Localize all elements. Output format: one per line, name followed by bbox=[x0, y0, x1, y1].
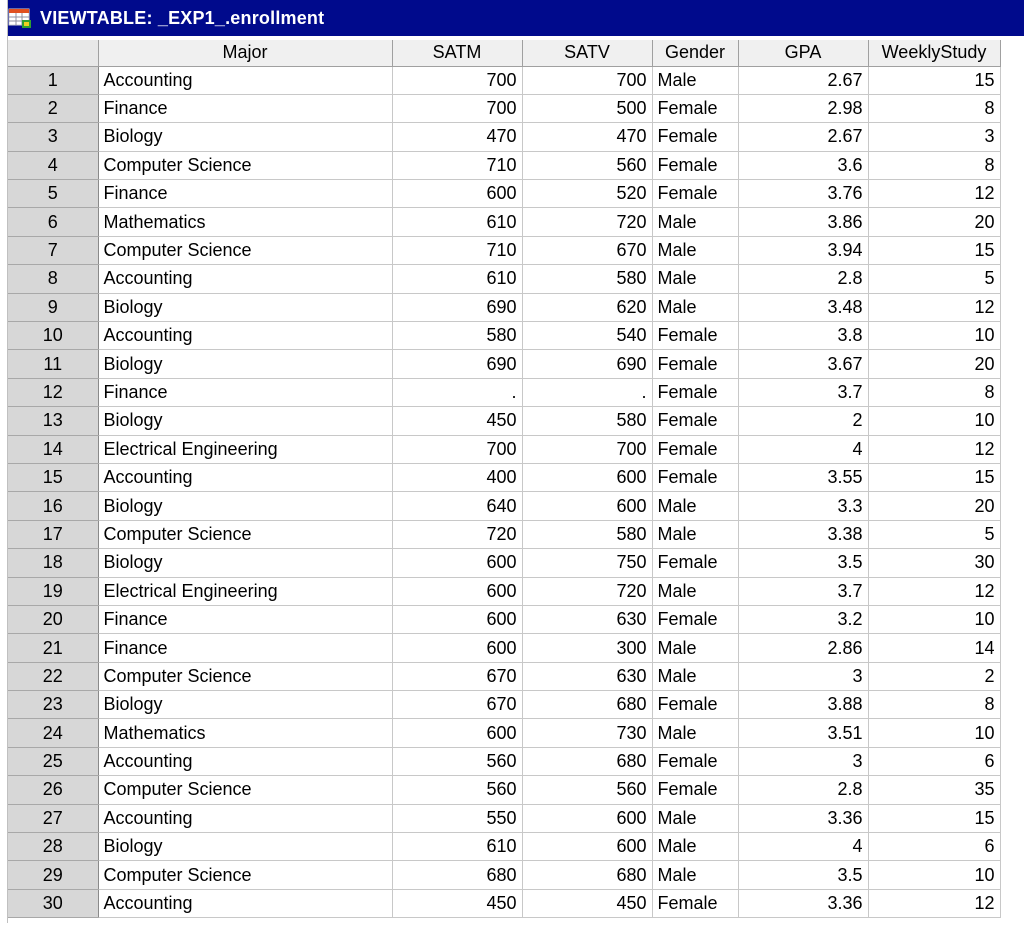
cell-gpa[interactable]: 4 bbox=[738, 833, 868, 861]
cell-major[interactable]: Biology bbox=[98, 350, 392, 378]
cell-major[interactable]: Electrical Engineering bbox=[98, 577, 392, 605]
cell-gpa[interactable]: 3.2 bbox=[738, 605, 868, 633]
cell-major[interactable]: Accounting bbox=[98, 747, 392, 775]
cell-gender[interactable]: Male bbox=[652, 719, 738, 747]
cell-weeklystudy[interactable]: 6 bbox=[868, 747, 1000, 775]
cell-satm[interactable]: 580 bbox=[392, 322, 522, 350]
row-number[interactable]: 10 bbox=[8, 322, 98, 350]
cell-satm[interactable]: 720 bbox=[392, 520, 522, 548]
cell-satv[interactable]: 600 bbox=[522, 804, 652, 832]
cell-satm[interactable]: 690 bbox=[392, 350, 522, 378]
cell-satm[interactable]: 600 bbox=[392, 549, 522, 577]
table-row[interactable] bbox=[8, 605, 1000, 633]
cell-gender[interactable]: Male bbox=[652, 236, 738, 264]
cell-gpa[interactable]: 2.8 bbox=[738, 265, 868, 293]
row-number[interactable]: 17 bbox=[8, 520, 98, 548]
cell-satm[interactable]: 600 bbox=[392, 180, 522, 208]
cell-satv[interactable]: 670 bbox=[522, 236, 652, 264]
cell-satm[interactable]: 700 bbox=[392, 435, 522, 463]
column-header-gpa[interactable]: GPA bbox=[738, 40, 868, 66]
cell-major[interactable]: Computer Science bbox=[98, 236, 392, 264]
cell-gpa[interactable]: 3.88 bbox=[738, 691, 868, 719]
cell-major[interactable]: Biology bbox=[98, 293, 392, 321]
cell-major[interactable]: Accounting bbox=[98, 463, 392, 491]
table-row[interactable] bbox=[8, 889, 1000, 917]
cell-major[interactable]: Mathematics bbox=[98, 719, 392, 747]
table-row[interactable] bbox=[8, 350, 1000, 378]
column-header-satm[interactable]: SATM bbox=[392, 40, 522, 66]
cell-major[interactable]: Biology bbox=[98, 407, 392, 435]
cell-satm[interactable]: 560 bbox=[392, 776, 522, 804]
cell-gpa[interactable]: 3 bbox=[738, 662, 868, 690]
cell-major[interactable]: Computer Science bbox=[98, 776, 392, 804]
cell-gpa[interactable]: 2 bbox=[738, 407, 868, 435]
table-row[interactable] bbox=[8, 94, 1000, 122]
cell-satv[interactable]: 720 bbox=[522, 208, 652, 236]
cell-satm[interactable]: 610 bbox=[392, 265, 522, 293]
cell-satv[interactable]: 700 bbox=[522, 435, 652, 463]
cell-satv[interactable]: 580 bbox=[522, 520, 652, 548]
cell-gender[interactable]: Male bbox=[652, 804, 738, 832]
cell-satv[interactable]: 600 bbox=[522, 492, 652, 520]
cell-satm[interactable]: 680 bbox=[392, 861, 522, 889]
row-number[interactable]: 11 bbox=[8, 350, 98, 378]
column-header-satv[interactable]: SATV bbox=[522, 40, 652, 66]
cell-gpa[interactable]: 3.94 bbox=[738, 236, 868, 264]
cell-gpa[interactable]: 3.5 bbox=[738, 549, 868, 577]
cell-gender[interactable]: Female bbox=[652, 691, 738, 719]
cell-gpa[interactable]: 3.3 bbox=[738, 492, 868, 520]
cell-satv[interactable]: 720 bbox=[522, 577, 652, 605]
cell-gpa[interactable]: 3.86 bbox=[738, 208, 868, 236]
cell-satv[interactable]: 730 bbox=[522, 719, 652, 747]
cell-major[interactable]: Finance bbox=[98, 180, 392, 208]
cell-weeklystudy[interactable]: 8 bbox=[868, 94, 1000, 122]
row-number[interactable]: 4 bbox=[8, 151, 98, 179]
cell-satv[interactable]: 470 bbox=[522, 123, 652, 151]
cell-gender[interactable]: Male bbox=[652, 634, 738, 662]
data-grid-area bbox=[8, 40, 1024, 935]
cell-satv[interactable]: 300 bbox=[522, 634, 652, 662]
grid-left-border bbox=[0, 0, 8, 935]
cell-gpa[interactable]: 4 bbox=[738, 435, 868, 463]
cell-gpa[interactable]: 2.67 bbox=[738, 123, 868, 151]
header-row bbox=[8, 40, 1000, 66]
table-row[interactable] bbox=[8, 293, 1000, 321]
cell-major[interactable]: Computer Science bbox=[98, 520, 392, 548]
cell-weeklystudy[interactable]: 5 bbox=[868, 265, 1000, 293]
cell-weeklystudy[interactable]: 8 bbox=[868, 691, 1000, 719]
cell-gender[interactable]: Male bbox=[652, 833, 738, 861]
cell-gender[interactable]: Female bbox=[652, 350, 738, 378]
row-number[interactable]: 27 bbox=[8, 804, 98, 832]
cell-weeklystudy[interactable]: 14 bbox=[868, 634, 1000, 662]
row-number[interactable]: 9 bbox=[8, 293, 98, 321]
cell-major[interactable]: Accounting bbox=[98, 889, 392, 917]
table-row[interactable] bbox=[8, 66, 1000, 94]
table-row[interactable] bbox=[8, 407, 1000, 435]
cell-satm[interactable]: 560 bbox=[392, 747, 522, 775]
cell-satm[interactable]: 610 bbox=[392, 833, 522, 861]
cell-satm[interactable]: 600 bbox=[392, 719, 522, 747]
row-number[interactable]: 3 bbox=[8, 123, 98, 151]
cell-gender[interactable]: Male bbox=[652, 577, 738, 605]
cell-gender[interactable]: Male bbox=[652, 662, 738, 690]
table-row[interactable] bbox=[8, 549, 1000, 577]
cell-gender[interactable]: Female bbox=[652, 776, 738, 804]
row-number[interactable]: 25 bbox=[8, 747, 98, 775]
cell-satv[interactable]: 680 bbox=[522, 861, 652, 889]
row-number[interactable]: 26 bbox=[8, 776, 98, 804]
table-row[interactable] bbox=[8, 322, 1000, 350]
cell-weeklystudy[interactable]: 8 bbox=[868, 378, 1000, 406]
cell-satm[interactable]: 710 bbox=[392, 236, 522, 264]
cell-gender[interactable]: Female bbox=[652, 463, 738, 491]
row-number[interactable]: 7 bbox=[8, 236, 98, 264]
table-row[interactable] bbox=[8, 634, 1000, 662]
cell-gender[interactable]: Female bbox=[652, 549, 738, 577]
cell-gender[interactable]: Female bbox=[652, 180, 738, 208]
cell-gpa[interactable]: 3.36 bbox=[738, 889, 868, 917]
table-body bbox=[8, 66, 1000, 918]
cell-satm[interactable]: . bbox=[392, 378, 522, 406]
table-row[interactable] bbox=[8, 435, 1000, 463]
table-row[interactable] bbox=[8, 719, 1000, 747]
table-row[interactable] bbox=[8, 833, 1000, 861]
cell-gpa[interactable]: 3.48 bbox=[738, 293, 868, 321]
corner-cell[interactable] bbox=[8, 40, 98, 66]
row-number[interactable]: 5 bbox=[8, 180, 98, 208]
table-row[interactable] bbox=[8, 861, 1000, 889]
cell-major[interactable]: Finance bbox=[98, 634, 392, 662]
table-row[interactable] bbox=[8, 691, 1000, 719]
cell-major[interactable]: Finance bbox=[98, 378, 392, 406]
cell-major[interactable]: Finance bbox=[98, 94, 392, 122]
cell-gender[interactable]: Female bbox=[652, 322, 738, 350]
cell-weeklystudy[interactable]: 20 bbox=[868, 208, 1000, 236]
cell-gpa[interactable]: 3.7 bbox=[738, 577, 868, 605]
cell-satm[interactable]: 600 bbox=[392, 634, 522, 662]
row-number[interactable]: 13 bbox=[8, 407, 98, 435]
cell-gender[interactable]: Female bbox=[652, 605, 738, 633]
cell-satv[interactable]: 450 bbox=[522, 889, 652, 917]
cell-satv[interactable]: 680 bbox=[522, 747, 652, 775]
cell-satm[interactable]: 610 bbox=[392, 208, 522, 236]
cell-gpa[interactable]: 3.76 bbox=[738, 180, 868, 208]
row-number[interactable]: 30 bbox=[8, 889, 98, 917]
cell-major[interactable]: Biology bbox=[98, 833, 392, 861]
row-number[interactable]: 23 bbox=[8, 691, 98, 719]
cell-gender[interactable]: Male bbox=[652, 66, 738, 94]
row-number[interactable]: 15 bbox=[8, 463, 98, 491]
cell-major[interactable]: Mathematics bbox=[98, 208, 392, 236]
table-row[interactable] bbox=[8, 378, 1000, 406]
cell-satv[interactable]: 560 bbox=[522, 776, 652, 804]
cell-satv[interactable]: 700 bbox=[522, 66, 652, 94]
cell-satm[interactable]: 400 bbox=[392, 463, 522, 491]
cell-weeklystudy[interactable]: 5 bbox=[868, 520, 1000, 548]
cell-gpa[interactable]: 2.86 bbox=[738, 634, 868, 662]
table-row[interactable] bbox=[8, 577, 1000, 605]
cell-major[interactable]: Biology bbox=[98, 123, 392, 151]
row-number[interactable]: 8 bbox=[8, 265, 98, 293]
cell-weeklystudy[interactable]: 10 bbox=[868, 322, 1000, 350]
title-bar[interactable] bbox=[0, 0, 1024, 36]
cell-satm[interactable]: 450 bbox=[392, 889, 522, 917]
row-number[interactable]: 12 bbox=[8, 378, 98, 406]
cell-satm[interactable]: 670 bbox=[392, 662, 522, 690]
cell-weeklystudy[interactable]: 12 bbox=[868, 293, 1000, 321]
cell-satv[interactable]: 630 bbox=[522, 605, 652, 633]
cell-satm[interactable]: 470 bbox=[392, 123, 522, 151]
cell-weeklystudy[interactable]: 15 bbox=[868, 66, 1000, 94]
cell-major[interactable]: Accounting bbox=[98, 66, 392, 94]
cell-satm[interactable]: 640 bbox=[392, 492, 522, 520]
row-number[interactable]: 24 bbox=[8, 719, 98, 747]
table-row[interactable] bbox=[8, 776, 1000, 804]
cell-satv[interactable]: 600 bbox=[522, 833, 652, 861]
table-row[interactable] bbox=[8, 463, 1000, 491]
cell-satm[interactable]: 700 bbox=[392, 94, 522, 122]
table-row[interactable] bbox=[8, 123, 1000, 151]
cell-satm[interactable]: 600 bbox=[392, 605, 522, 633]
cell-weeklystudy[interactable]: 35 bbox=[868, 776, 1000, 804]
cell-gender[interactable]: Male bbox=[652, 492, 738, 520]
row-number[interactable]: 20 bbox=[8, 605, 98, 633]
data-table bbox=[8, 40, 1001, 918]
cell-weeklystudy[interactable]: 15 bbox=[868, 236, 1000, 264]
table-row[interactable] bbox=[8, 236, 1000, 264]
cell-satv[interactable]: 520 bbox=[522, 180, 652, 208]
cell-gender[interactable]: Male bbox=[652, 293, 738, 321]
cell-satm[interactable]: 670 bbox=[392, 691, 522, 719]
cell-weeklystudy[interactable]: 30 bbox=[868, 549, 1000, 577]
cell-satv[interactable]: 630 bbox=[522, 662, 652, 690]
cell-satv[interactable]: 500 bbox=[522, 94, 652, 122]
window-title: VIEWTABLE: _EXP1_.enrollment bbox=[40, 7, 325, 28]
row-number[interactable]: 29 bbox=[8, 861, 98, 889]
column-header-major[interactable]: Major bbox=[98, 40, 392, 66]
row-number[interactable]: 6 bbox=[8, 208, 98, 236]
cell-satm[interactable]: 450 bbox=[392, 407, 522, 435]
cell-gpa[interactable]: 3.7 bbox=[738, 378, 868, 406]
cell-major[interactable]: Computer Science bbox=[98, 151, 392, 179]
table-row[interactable] bbox=[8, 662, 1000, 690]
cell-weeklystudy[interactable]: 20 bbox=[868, 492, 1000, 520]
row-number[interactable]: 19 bbox=[8, 577, 98, 605]
cell-satm[interactable]: 710 bbox=[392, 151, 522, 179]
cell-gender[interactable]: Female bbox=[652, 407, 738, 435]
cell-major[interactable]: Accounting bbox=[98, 322, 392, 350]
cell-gpa[interactable]: 3.8 bbox=[738, 322, 868, 350]
table-row[interactable] bbox=[8, 151, 1000, 179]
row-number[interactable]: 1 bbox=[8, 66, 98, 94]
cell-weeklystudy[interactable]: 20 bbox=[868, 350, 1000, 378]
cell-gender[interactable]: Male bbox=[652, 861, 738, 889]
cell-weeklystudy[interactable]: 15 bbox=[868, 804, 1000, 832]
cell-weeklystudy[interactable]: 2 bbox=[868, 662, 1000, 690]
cell-gender[interactable]: Female bbox=[652, 123, 738, 151]
cell-gpa[interactable]: 3.36 bbox=[738, 804, 868, 832]
cell-major[interactable]: Electrical Engineering bbox=[98, 435, 392, 463]
table-row[interactable] bbox=[8, 265, 1000, 293]
cell-gpa[interactable]: 3.51 bbox=[738, 719, 868, 747]
cell-major[interactable]: Biology bbox=[98, 549, 392, 577]
column-header-weeklystudy[interactable]: WeeklyStudy bbox=[868, 40, 1000, 66]
table-row[interactable] bbox=[8, 208, 1000, 236]
cell-gpa[interactable]: 2.67 bbox=[738, 66, 868, 94]
cell-gender[interactable]: Male bbox=[652, 265, 738, 293]
cell-weeklystudy[interactable]: 10 bbox=[868, 407, 1000, 435]
row-number[interactable]: 22 bbox=[8, 662, 98, 690]
cell-gpa[interactable]: 3 bbox=[738, 747, 868, 775]
cell-major[interactable]: Biology bbox=[98, 691, 392, 719]
cell-gpa[interactable]: 2.8 bbox=[738, 776, 868, 804]
cell-weeklystudy[interactable]: 10 bbox=[868, 861, 1000, 889]
cell-weeklystudy[interactable]: 12 bbox=[868, 435, 1000, 463]
row-number[interactable]: 21 bbox=[8, 634, 98, 662]
cell-gender[interactable]: Female bbox=[652, 94, 738, 122]
cell-weeklystudy[interactable]: 10 bbox=[868, 719, 1000, 747]
cell-satm[interactable]: 690 bbox=[392, 293, 522, 321]
cell-weeklystudy[interactable]: 12 bbox=[868, 180, 1000, 208]
cell-satv[interactable]: 750 bbox=[522, 549, 652, 577]
cell-satm[interactable]: 600 bbox=[392, 577, 522, 605]
cell-weeklystudy[interactable]: 8 bbox=[868, 151, 1000, 179]
row-number[interactable]: 28 bbox=[8, 833, 98, 861]
cell-gpa[interactable]: 3.5 bbox=[738, 861, 868, 889]
cell-satv[interactable]: . bbox=[522, 378, 652, 406]
row-number[interactable]: 18 bbox=[8, 549, 98, 577]
cell-gender[interactable]: Female bbox=[652, 435, 738, 463]
cell-gender[interactable]: Female bbox=[652, 747, 738, 775]
cell-satv[interactable]: 690 bbox=[522, 350, 652, 378]
cell-satm[interactable]: 550 bbox=[392, 804, 522, 832]
cell-weeklystudy[interactable]: 12 bbox=[868, 889, 1000, 917]
cell-weeklystudy[interactable]: 12 bbox=[868, 577, 1000, 605]
cell-gpa[interactable]: 3.6 bbox=[738, 151, 868, 179]
cell-major[interactable]: Accounting bbox=[98, 804, 392, 832]
cell-gpa[interactable]: 3.38 bbox=[738, 520, 868, 548]
cell-gpa[interactable]: 3.67 bbox=[738, 350, 868, 378]
cell-gender[interactable]: Female bbox=[652, 378, 738, 406]
cell-major[interactable]: Biology bbox=[98, 492, 392, 520]
cell-weeklystudy[interactable]: 3 bbox=[868, 123, 1000, 151]
cell-satv[interactable]: 600 bbox=[522, 463, 652, 491]
cell-satv[interactable]: 540 bbox=[522, 322, 652, 350]
table-row[interactable] bbox=[8, 180, 1000, 208]
row-number[interactable]: 2 bbox=[8, 94, 98, 122]
cell-satv[interactable]: 680 bbox=[522, 691, 652, 719]
row-number[interactable]: 14 bbox=[8, 435, 98, 463]
cell-major[interactable]: Computer Science bbox=[98, 662, 392, 690]
cell-satv[interactable]: 620 bbox=[522, 293, 652, 321]
cell-weeklystudy[interactable]: 10 bbox=[868, 605, 1000, 633]
table-row[interactable] bbox=[8, 747, 1000, 775]
table-row[interactable] bbox=[8, 520, 1000, 548]
cell-weeklystudy[interactable]: 6 bbox=[868, 833, 1000, 861]
cell-gpa[interactable]: 2.98 bbox=[738, 94, 868, 122]
viewtable-icon[interactable] bbox=[6, 5, 34, 31]
table-row[interactable] bbox=[8, 804, 1000, 832]
cell-major[interactable]: Finance bbox=[98, 605, 392, 633]
bottom-edge bbox=[0, 923, 1024, 935]
cell-major[interactable]: Accounting bbox=[98, 265, 392, 293]
table-row[interactable] bbox=[8, 492, 1000, 520]
cell-gender[interactable]: Female bbox=[652, 889, 738, 917]
cell-satv[interactable]: 580 bbox=[522, 265, 652, 293]
cell-satv[interactable]: 580 bbox=[522, 407, 652, 435]
cell-gender[interactable]: Male bbox=[652, 520, 738, 548]
cell-weeklystudy[interactable]: 15 bbox=[868, 463, 1000, 491]
cell-satv[interactable]: 560 bbox=[522, 151, 652, 179]
cell-gender[interactable]: Male bbox=[652, 208, 738, 236]
cell-satm[interactable]: 700 bbox=[392, 66, 522, 94]
column-header-gender[interactable]: Gender bbox=[652, 40, 738, 66]
cell-gender[interactable]: Female bbox=[652, 151, 738, 179]
row-number[interactable]: 16 bbox=[8, 492, 98, 520]
cell-major[interactable]: Computer Science bbox=[98, 861, 392, 889]
cell-gpa[interactable]: 3.55 bbox=[738, 463, 868, 491]
